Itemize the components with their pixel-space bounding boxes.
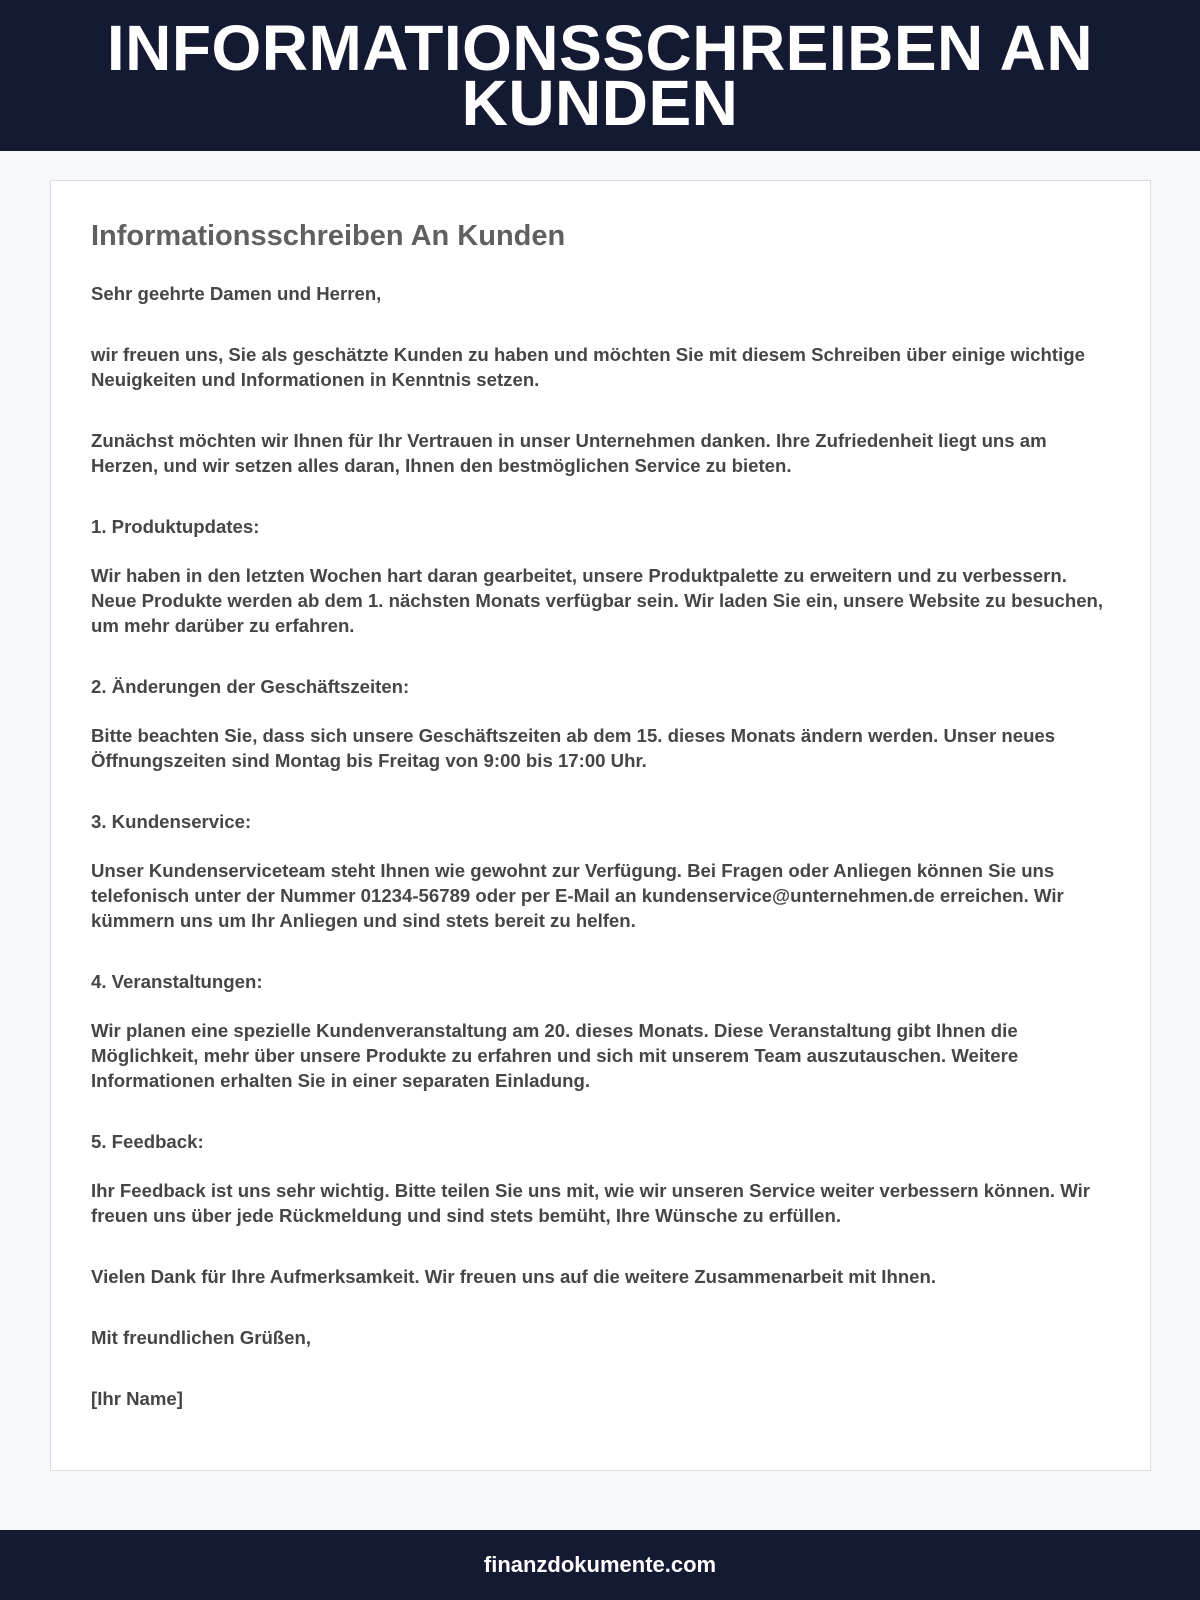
page-banner-title: INFORMATIONSSCHREIBEN AN KUNDEN [106, 11, 1094, 139]
page-header [0, 0, 1200, 151]
section-body-produktupdates: Wir haben in den letzten Wochen hart daran gearbeitet, unsere Produktpalette zu erweitern und zu verbessern. Neue Produkte werden ab dem 1. nächsten Monats verfügbar sein. Wir laden Sie ein, unsere Website zu besuchen, um mehr darüber zu erfahren. [91, 565, 1104, 636]
section-body-feedback: Ihr Feedback ist uns sehr wichtig. Bitte teilen Sie uns mit, wie wir unseren Service weiter verbessern können. Wir freuen uns über jede Rückmeldung und sind stets bemüht, Ihre Wünsche zu erfüllen. [91, 1180, 1091, 1226]
section-body-veranstaltungen: Wir planen eine spezielle Kundenveranstaltung am 20. dieses Monats. Diese Veranstaltung gibt Ihnen die Möglichkeit, mehr über unsere Produkte zu erfahren und sich mit unserem Team auszutauschen. Weitere Informationen erhalten Sie in einer separaten Einladung. [91, 1020, 1019, 1091]
letter-card [50, 180, 1151, 1471]
footer-site-name: finanzdokumente.com [483, 1552, 717, 1577]
letter-closing: Mit freundlichen Grüßen, [91, 1327, 312, 1348]
letter-intro: wir freuen uns, Sie als geschätzte Kunden zu haben und möchten Sie mit diesem Schreiben über einige wichtige Neuigkeiten und Informationen in Kenntnis setzen. [91, 344, 1085, 390]
letter-signature: [Ihr Name] [91, 1388, 183, 1409]
section-body-kundenservice: Unser Kundenserviceteam steht Ihnen wie gewohnt zur Verfügung. Bei Fragen oder Anliegen können Sie uns telefonisch unter der Nummer 01234-56789 oder per E-Mail an kundenservice@unternehmen.de erreichen. Wir kümmern uns um Ihr Anliegen und sind stets bereit zu helfen. [91, 860, 1064, 931]
section-heading-produktupdates: 1. Produktupdates: [91, 516, 260, 537]
section-heading-kundenservice: 3. Kundenservice: [91, 811, 252, 832]
letter-salutation: Sehr geehrte Damen und Herren, [91, 283, 382, 304]
page-footer [0, 1530, 1200, 1600]
section-heading-veranstaltungen: 4. Veranstaltungen: [91, 971, 263, 992]
letter-closing-thanks: Vielen Dank für Ihre Aufmerksamkeit. Wir freuen uns auf die weitere Zusammenarbeit mit Ihnen. [91, 1266, 937, 1287]
section-heading-geschaeftszeiten: 2. Änderungen der Geschäftszeiten: [91, 676, 410, 697]
section-body-geschaeftszeiten: Bitte beachten Sie, dass sich unsere Geschäftszeiten ab dem 15. dieses Monats ändern werden. Unser neues Öffnungszeiten sind Montag bis Freitag von 9:00 bis 17:00 Uhr. [91, 725, 1056, 771]
letter-title: Informationsschreiben An Kunden [91, 220, 566, 252]
letter-thanks: Zunächst möchten wir Ihnen für Ihr Vertrauen in unser Unternehmen danken. Ihre Zufriedenheit liegt uns am Herzen, und wir setzen alles daran, Ihnen den bestmöglichen Service zu bieten. [91, 430, 1047, 476]
section-heading-feedback: 5. Feedback: [91, 1131, 204, 1152]
